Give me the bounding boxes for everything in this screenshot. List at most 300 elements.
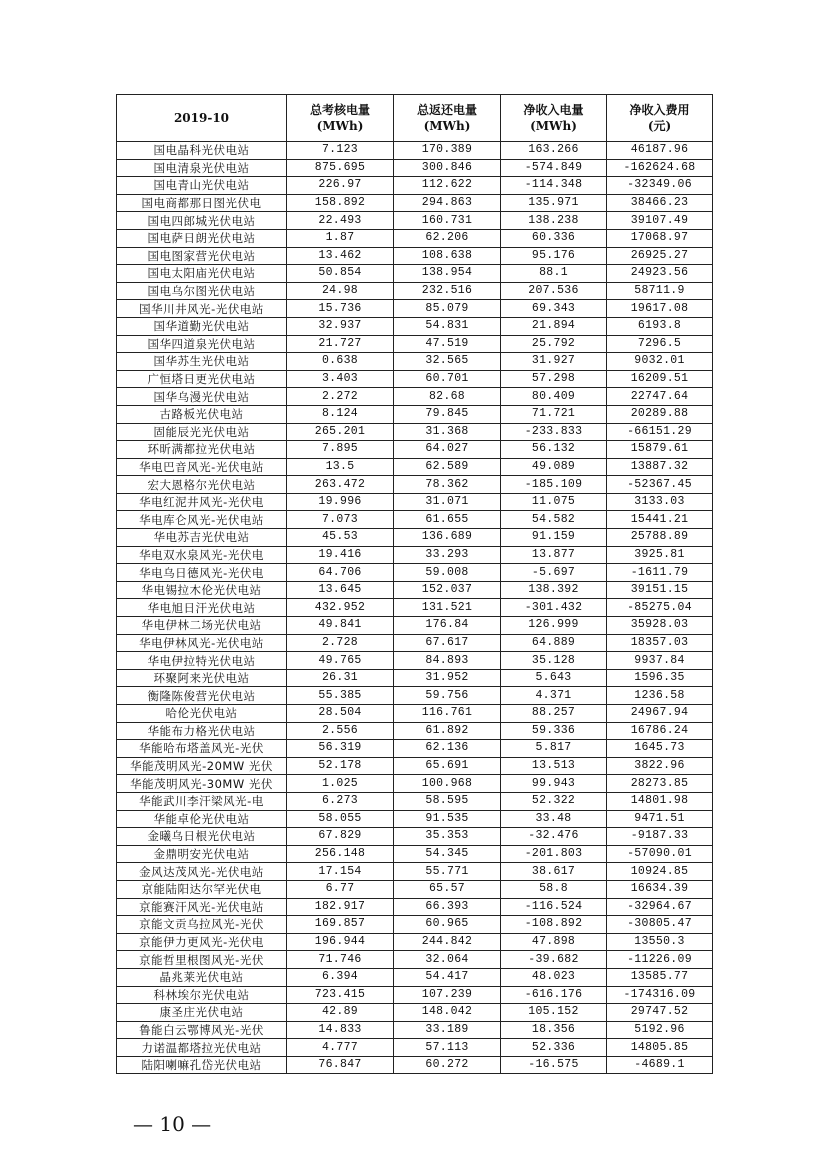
- table-row: [117, 265, 713, 283]
- station-name: 固能辰光光伏电站: [117, 423, 287, 441]
- net-fee: -32964.67: [607, 898, 713, 916]
- total-returned: 54.417: [394, 968, 501, 986]
- total-returned: 232.516: [394, 282, 501, 300]
- total-assessed: 723.415: [287, 986, 394, 1004]
- table-row: [117, 828, 713, 846]
- total-returned: 160.731: [394, 212, 501, 230]
- table-row: [117, 194, 713, 212]
- table-row: [117, 810, 713, 828]
- total-returned: 62.589: [394, 458, 501, 476]
- table-row: [117, 300, 713, 318]
- net-fee: 17068.97: [607, 229, 713, 247]
- total-returned: 54.831: [394, 317, 501, 335]
- table-row: [117, 1039, 713, 1057]
- station-name: 华能卓伦光伏电站: [117, 810, 287, 828]
- total-assessed: 14.833: [287, 1021, 394, 1039]
- net-energy: 25.792: [501, 335, 607, 353]
- total-returned: 54.345: [394, 845, 501, 863]
- net-energy: 18.356: [501, 1021, 607, 1039]
- total-returned: 61.655: [394, 511, 501, 529]
- net-energy: 4.371: [501, 687, 607, 705]
- table-row: [117, 142, 713, 160]
- total-assessed: 7.123: [287, 142, 394, 160]
- net-energy: 88.257: [501, 705, 607, 723]
- table-row: [117, 159, 713, 177]
- net-energy: -233.833: [501, 423, 607, 441]
- net-fee: 29747.52: [607, 1004, 713, 1022]
- table-row: [117, 863, 713, 881]
- net-energy: -108.892: [501, 916, 607, 934]
- net-fee: 26925.27: [607, 247, 713, 265]
- net-fee: 22747.64: [607, 388, 713, 406]
- station-name: 华电伊拉特光伏电站: [117, 652, 287, 670]
- total-assessed: 8.124: [287, 405, 394, 423]
- station-name: 科林埃尔光伏电站: [117, 986, 287, 1004]
- table-row: [117, 687, 713, 705]
- net-fee: 3925.81: [607, 546, 713, 564]
- total-assessed: 55.385: [287, 687, 394, 705]
- header-row: [117, 95, 713, 142]
- net-fee: 16634.39: [607, 880, 713, 898]
- total-returned: 60.965: [394, 916, 501, 934]
- total-returned: 32.064: [394, 951, 501, 969]
- table-row: [117, 493, 713, 511]
- net-energy: 163.266: [501, 142, 607, 160]
- table-row: [117, 722, 713, 740]
- net-energy: 207.536: [501, 282, 607, 300]
- total-returned: 244.842: [394, 933, 501, 951]
- total-returned: 62.136: [394, 740, 501, 758]
- total-assessed: 15.736: [287, 300, 394, 318]
- station-name: 华电旭日汗光伏电站: [117, 599, 287, 617]
- station-name: 国华苏生光伏电站: [117, 353, 287, 371]
- table-row: [117, 282, 713, 300]
- table-row: [117, 229, 713, 247]
- table-row: [117, 968, 713, 986]
- total-assessed: 7.895: [287, 441, 394, 459]
- total-assessed: 3.403: [287, 370, 394, 388]
- net-energy: 13.513: [501, 757, 607, 775]
- net-energy: -301.432: [501, 599, 607, 617]
- net-fee: 6193.8: [607, 317, 713, 335]
- net-energy: 99.943: [501, 775, 607, 793]
- total-assessed: 24.98: [287, 282, 394, 300]
- station-name: 华电锡拉木伦光伏电站: [117, 581, 287, 599]
- total-returned: 65.57: [394, 880, 501, 898]
- net-energy: 11.075: [501, 493, 607, 511]
- net-fee: 3133.03: [607, 493, 713, 511]
- net-energy: 5.817: [501, 740, 607, 758]
- station-name: 古路板光伏电站: [117, 405, 287, 423]
- total-assessed: 2.272: [287, 388, 394, 406]
- table-row: [117, 335, 713, 353]
- net-fee: 15879.61: [607, 441, 713, 459]
- total-assessed: 7.073: [287, 511, 394, 529]
- total-returned: 55.771: [394, 863, 501, 881]
- table-row: [117, 529, 713, 547]
- total-returned: 33.293: [394, 546, 501, 564]
- net-energy: 69.343: [501, 300, 607, 318]
- table-row: [117, 476, 713, 494]
- net-fee: 15441.21: [607, 511, 713, 529]
- header-net-fee: [607, 95, 713, 142]
- total-assessed: 64.706: [287, 564, 394, 582]
- total-returned: 32.565: [394, 353, 501, 371]
- table-row: [117, 740, 713, 758]
- net-energy: 54.582: [501, 511, 607, 529]
- total-returned: 78.362: [394, 476, 501, 494]
- table-row: [117, 388, 713, 406]
- header-line2: (MWh): [423, 119, 471, 133]
- station-name: 国华道勤光伏电站: [117, 317, 287, 335]
- net-fee: 13550.3: [607, 933, 713, 951]
- total-returned: 66.393: [394, 898, 501, 916]
- station-name: 华能哈布塔盖风光-光伏: [117, 740, 287, 758]
- net-energy: -39.682: [501, 951, 607, 969]
- station-name: 国电乌尔图光伏电站: [117, 282, 287, 300]
- net-energy: -5.697: [501, 564, 607, 582]
- total-assessed: 49.841: [287, 617, 394, 635]
- net-energy: 88.1: [501, 265, 607, 283]
- net-energy: -185.109: [501, 476, 607, 494]
- total-assessed: 17.154: [287, 863, 394, 881]
- header-line2: (MWh): [530, 119, 577, 133]
- table-body: [117, 142, 713, 1074]
- net-fee: 18357.03: [607, 634, 713, 652]
- net-fee: 10924.85: [607, 863, 713, 881]
- station-name: 华能武川李汗梁风光-电: [117, 792, 287, 810]
- station-name: 环昕满都拉光伏电站: [117, 441, 287, 459]
- net-energy: 138.392: [501, 581, 607, 599]
- net-fee: 16209.51: [607, 370, 713, 388]
- station-name: 京能伊力更风光-光伏电: [117, 933, 287, 951]
- total-returned: 170.389: [394, 142, 501, 160]
- total-assessed: 67.829: [287, 828, 394, 846]
- page-number: — 10 —: [133, 1112, 212, 1136]
- total-returned: 60.701: [394, 370, 501, 388]
- total-assessed: 256.148: [287, 845, 394, 863]
- net-energy: 5.643: [501, 669, 607, 687]
- total-returned: 33.189: [394, 1021, 501, 1039]
- station-name: 国电萨日朗光伏电站: [117, 229, 287, 247]
- table-row: [117, 353, 713, 371]
- total-returned: 62.206: [394, 229, 501, 247]
- net-energy: 59.336: [501, 722, 607, 740]
- table-row: [117, 564, 713, 582]
- total-returned: 136.689: [394, 529, 501, 547]
- station-name: 华电伊林二场光伏电站: [117, 617, 287, 635]
- station-name: 京能陆阳达尔罕光伏电: [117, 880, 287, 898]
- net-energy: 49.089: [501, 458, 607, 476]
- net-fee: -4689.1: [607, 1056, 713, 1074]
- net-fee: 20289.88: [607, 405, 713, 423]
- table-row: [117, 617, 713, 635]
- total-assessed: 13.645: [287, 581, 394, 599]
- station-name: 华电苏吉光伏电站: [117, 529, 287, 547]
- table-row: [117, 1021, 713, 1039]
- net-fee: -9187.33: [607, 828, 713, 846]
- station-name: 力诺温都塔拉光伏电站: [117, 1039, 287, 1057]
- net-energy: 52.322: [501, 792, 607, 810]
- net-energy: 21.894: [501, 317, 607, 335]
- total-assessed: 2.728: [287, 634, 394, 652]
- station-name: 华电库仑风光-光伏电站: [117, 511, 287, 529]
- net-fee: 14801.98: [607, 792, 713, 810]
- total-assessed: 1.87: [287, 229, 394, 247]
- total-assessed: 158.892: [287, 194, 394, 212]
- station-name: 陆阳喇嘛孔岱光伏电站: [117, 1056, 287, 1074]
- net-fee: 3822.96: [607, 757, 713, 775]
- table-row: [117, 652, 713, 670]
- header-line1: 总考核电量: [309, 103, 370, 117]
- total-returned: 100.968: [394, 775, 501, 793]
- net-fee: -66151.29: [607, 423, 713, 441]
- table-row: [117, 757, 713, 775]
- total-returned: 61.892: [394, 722, 501, 740]
- net-fee: -85275.04: [607, 599, 713, 617]
- total-assessed: 19.416: [287, 546, 394, 564]
- total-assessed: 265.201: [287, 423, 394, 441]
- header-line1: 净收入费用: [629, 103, 690, 117]
- net-fee: 13887.32: [607, 458, 713, 476]
- net-energy: 95.176: [501, 247, 607, 265]
- total-assessed: 6.77: [287, 880, 394, 898]
- net-fee: 7296.5: [607, 335, 713, 353]
- net-energy: 91.159: [501, 529, 607, 547]
- net-fee: 39107.49: [607, 212, 713, 230]
- station-name: 京能哲里根图风光-光伏: [117, 951, 287, 969]
- total-returned: 131.521: [394, 599, 501, 617]
- net-fee: -52367.45: [607, 476, 713, 494]
- table-row: [117, 458, 713, 476]
- net-energy: -116.524: [501, 898, 607, 916]
- station-name: 国电青山光伏电站: [117, 177, 287, 195]
- net-fee: 5192.96: [607, 1021, 713, 1039]
- net-energy: 31.927: [501, 353, 607, 371]
- net-energy: 80.409: [501, 388, 607, 406]
- net-fee: 1236.58: [607, 687, 713, 705]
- total-returned: 176.84: [394, 617, 501, 635]
- net-energy: 57.298: [501, 370, 607, 388]
- table-row: [117, 370, 713, 388]
- net-energy: -201.803: [501, 845, 607, 863]
- total-returned: 107.239: [394, 986, 501, 1004]
- station-name: 国华川井风光-光伏电站: [117, 300, 287, 318]
- station-name: 晶兆莱光伏电站: [117, 968, 287, 986]
- station-name: 金风达茂风光-光伏电站: [117, 863, 287, 881]
- total-assessed: 432.952: [287, 599, 394, 617]
- total-returned: 60.272: [394, 1056, 501, 1074]
- net-energy: -114.348: [501, 177, 607, 195]
- total-returned: 65.691: [394, 757, 501, 775]
- table-row: [117, 423, 713, 441]
- station-name: 金曦乌日根光伏电站: [117, 828, 287, 846]
- net-fee: 24923.56: [607, 265, 713, 283]
- header-period: [117, 95, 287, 142]
- header-line2: (元): [647, 119, 672, 133]
- station-name: 华能布力格光伏电站: [117, 722, 287, 740]
- total-assessed: 13.5: [287, 458, 394, 476]
- total-assessed: 4.777: [287, 1039, 394, 1057]
- total-assessed: 13.462: [287, 247, 394, 265]
- net-energy: -16.575: [501, 1056, 607, 1074]
- header-net-energy: [501, 95, 607, 142]
- net-energy: 60.336: [501, 229, 607, 247]
- table-row: [117, 317, 713, 335]
- table-row: [117, 511, 713, 529]
- total-returned: 116.761: [394, 705, 501, 723]
- net-energy: 38.617: [501, 863, 607, 881]
- total-assessed: 71.746: [287, 951, 394, 969]
- station-name: 康圣庄光伏电站: [117, 1004, 287, 1022]
- total-assessed: 875.695: [287, 159, 394, 177]
- total-assessed: 32.937: [287, 317, 394, 335]
- total-returned: 67.617: [394, 634, 501, 652]
- station-name: 华电乌日德风光-光伏电: [117, 564, 287, 582]
- net-fee: -57090.01: [607, 845, 713, 863]
- total-returned: 31.952: [394, 669, 501, 687]
- total-returned: 47.519: [394, 335, 501, 353]
- station-name: 国华四道泉光伏电站: [117, 335, 287, 353]
- table-row: [117, 1004, 713, 1022]
- station-name: 国华乌漫光伏电站: [117, 388, 287, 406]
- net-energy: 58.8: [501, 880, 607, 898]
- total-returned: 294.863: [394, 194, 501, 212]
- net-energy: 48.023: [501, 968, 607, 986]
- net-fee: 35928.03: [607, 617, 713, 635]
- station-name: 国电商都那日图光伏电: [117, 194, 287, 212]
- net-fee: 25788.89: [607, 529, 713, 547]
- total-returned: 85.079: [394, 300, 501, 318]
- net-fee: -174316.09: [607, 986, 713, 1004]
- station-name: 国电晶科光伏电站: [117, 142, 287, 160]
- table-row: [117, 669, 713, 687]
- total-assessed: 56.319: [287, 740, 394, 758]
- station-name: 京能文贡乌拉风光-光伏: [117, 916, 287, 934]
- net-energy: 33.48: [501, 810, 607, 828]
- header-total-returned: [394, 95, 501, 142]
- total-assessed: 19.996: [287, 493, 394, 511]
- net-energy: 47.898: [501, 933, 607, 951]
- total-returned: 300.846: [394, 159, 501, 177]
- net-fee: 9032.01: [607, 353, 713, 371]
- total-assessed: 42.89: [287, 1004, 394, 1022]
- station-name: 广恒塔日更光伏电站: [117, 370, 287, 388]
- station-name: 国电四郎城光伏电站: [117, 212, 287, 230]
- station-name: 华电伊林风光-光伏电站: [117, 634, 287, 652]
- total-returned: 31.071: [394, 493, 501, 511]
- table-row: [117, 581, 713, 599]
- total-returned: 31.368: [394, 423, 501, 441]
- total-assessed: 49.765: [287, 652, 394, 670]
- total-assessed: 58.055: [287, 810, 394, 828]
- station-name: 宏大恩格尔光伏电站: [117, 476, 287, 494]
- station-name: 华能茂明风光-20MW 光伏: [117, 757, 287, 775]
- net-fee: 13585.77: [607, 968, 713, 986]
- total-assessed: 52.178: [287, 757, 394, 775]
- total-assessed: 2.556: [287, 722, 394, 740]
- total-returned: 148.042: [394, 1004, 501, 1022]
- net-energy: -574.849: [501, 159, 607, 177]
- table-row: [117, 441, 713, 459]
- total-returned: 59.756: [394, 687, 501, 705]
- table-row: [117, 177, 713, 195]
- total-assessed: 45.53: [287, 529, 394, 547]
- table-row: [117, 212, 713, 230]
- net-energy: 126.999: [501, 617, 607, 635]
- total-assessed: 22.493: [287, 212, 394, 230]
- total-assessed: 182.917: [287, 898, 394, 916]
- net-fee: 1596.35: [607, 669, 713, 687]
- net-fee: -162624.68: [607, 159, 713, 177]
- total-assessed: 0.638: [287, 353, 394, 371]
- table-row: [117, 634, 713, 652]
- station-name: 国电清泉光伏电站: [117, 159, 287, 177]
- table-row: [117, 880, 713, 898]
- net-fee: -32349.06: [607, 177, 713, 195]
- station-name: 华能茂明风光-30MW 光伏: [117, 775, 287, 793]
- table-row: [117, 898, 713, 916]
- net-fee: 24967.94: [607, 705, 713, 723]
- total-assessed: 169.857: [287, 916, 394, 934]
- net-energy: -32.476: [501, 828, 607, 846]
- header-line1: 2019-10: [173, 111, 230, 125]
- station-name: 哈伦光伏电站: [117, 705, 287, 723]
- total-assessed: 6.394: [287, 968, 394, 986]
- station-name: 国电太阳庙光伏电站: [117, 265, 287, 283]
- net-fee: 9937.84: [607, 652, 713, 670]
- total-returned: 79.845: [394, 405, 501, 423]
- total-assessed: 6.273: [287, 792, 394, 810]
- table-header: [117, 95, 713, 142]
- total-assessed: 26.31: [287, 669, 394, 687]
- net-fee: 38466.23: [607, 194, 713, 212]
- table-row: [117, 792, 713, 810]
- table-row: [117, 1056, 713, 1074]
- net-energy: 56.132: [501, 441, 607, 459]
- net-energy: 105.152: [501, 1004, 607, 1022]
- net-fee: 9471.51: [607, 810, 713, 828]
- net-fee: -1611.79: [607, 564, 713, 582]
- total-assessed: 1.025: [287, 775, 394, 793]
- table-row: [117, 933, 713, 951]
- net-energy: -616.176: [501, 986, 607, 1004]
- total-returned: 108.638: [394, 247, 501, 265]
- total-assessed: 226.97: [287, 177, 394, 195]
- header-line1: 总返还电量: [416, 103, 477, 117]
- total-returned: 84.893: [394, 652, 501, 670]
- total-returned: 138.954: [394, 265, 501, 283]
- total-assessed: 263.472: [287, 476, 394, 494]
- net-energy: 13.877: [501, 546, 607, 564]
- net-energy: 138.238: [501, 212, 607, 230]
- station-name: 华电红泥井风光-光伏电: [117, 493, 287, 511]
- station-name: 衡隆陈俊营光伏电站: [117, 687, 287, 705]
- total-returned: 59.008: [394, 564, 501, 582]
- net-fee: -30805.47: [607, 916, 713, 934]
- header-total-assessed: [287, 95, 394, 142]
- header-line2: (MWh): [316, 119, 364, 133]
- table-row: [117, 705, 713, 723]
- net-fee: 16786.24: [607, 722, 713, 740]
- station-name: 华电双水泉风光-光伏电: [117, 546, 287, 564]
- station-name: 鲁能白云鄂博风光-光伏: [117, 1021, 287, 1039]
- net-energy: 135.971: [501, 194, 607, 212]
- total-returned: 152.037: [394, 581, 501, 599]
- settlement-table: [116, 94, 713, 1074]
- net-energy: 64.889: [501, 634, 607, 652]
- net-fee: 39151.15: [607, 581, 713, 599]
